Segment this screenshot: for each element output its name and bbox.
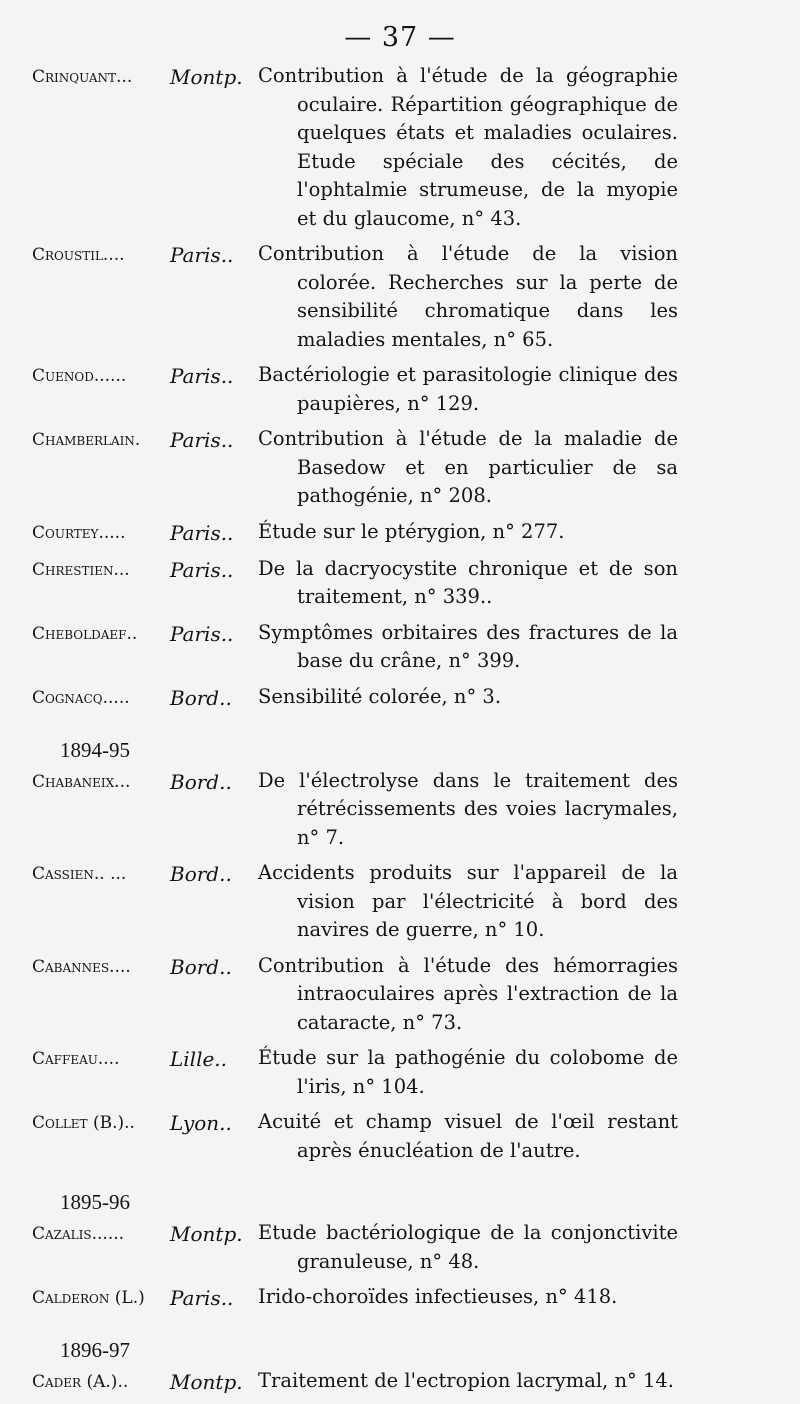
bibliography-entry bbox=[0, 555, 800, 612]
entry-city: Lyon.. bbox=[170, 1111, 232, 1135]
entry-city: Montp. bbox=[170, 1370, 243, 1394]
entry-title: De l'électrolyse dans le traitement des rétrécissements des voies lacrymales, n° 7. bbox=[258, 768, 678, 849]
entry-title: Bactériologie et parasitologie clinique des paupières, n° 129. bbox=[258, 363, 678, 415]
entry-author: Caffeau.... bbox=[32, 1049, 120, 1069]
section bbox=[0, 1335, 800, 1397]
year-heading: 1896-97 bbox=[60, 1338, 130, 1362]
entry-city: Paris.. bbox=[170, 520, 234, 545]
entry-author: Courtey..... bbox=[32, 522, 126, 543]
entry-author: Calderon (L.) bbox=[32, 1288, 145, 1308]
entry-author: Chrestien... bbox=[32, 559, 130, 580]
bibliography-entry bbox=[0, 952, 800, 1038]
entry-title: Irido-choroïdes infectieuses, n° 418. bbox=[258, 1285, 618, 1308]
entry-author: Cognacq..... bbox=[32, 687, 130, 708]
page-number: — 37 — bbox=[344, 22, 456, 53]
entry-title: Traitement de l'ectropion lacrymal, n° 14. bbox=[258, 1369, 674, 1392]
entry-city: Montp. bbox=[170, 65, 243, 89]
entry-city: Lille.. bbox=[170, 1047, 228, 1071]
bibliography-entry bbox=[0, 619, 800, 676]
bibliography-entry bbox=[0, 361, 800, 418]
entry-city: Paris.. bbox=[170, 1286, 234, 1310]
entry-title: Contribution à l'étude de la géographie oculaire. Répartition géographique de quelques états et maladies oculaires. Etude spéciale des cécités, de l'ophtalmie strumeuse, de la myopie et du glaucome, n° 43. bbox=[258, 64, 678, 230]
section bbox=[0, 62, 800, 713]
bibliography-entry bbox=[0, 1044, 800, 1101]
entry-title: Accidents produits sur l'appareil de la vision par l'électricité à bord des navires de guerre, n° 10. bbox=[258, 861, 678, 941]
bibliography-entry bbox=[0, 767, 800, 853]
bibliography-entry bbox=[0, 1219, 800, 1276]
entry-author: Cuenod...... bbox=[32, 366, 127, 386]
entry-author: Cazalis...... bbox=[32, 1224, 125, 1244]
entry-title: Sensibilité colorée, n° 3. bbox=[258, 684, 502, 708]
entry-title: Symptômes orbitaires des fractures de la base du crâne, n° 399. bbox=[258, 620, 678, 672]
entry-author: Cader (A.).. bbox=[32, 1372, 129, 1392]
entry-city: Bord.. bbox=[170, 769, 232, 794]
entry-city: Paris.. bbox=[170, 621, 234, 646]
entry-title: De la dacryocystite chronique et de son traitement, n° 339.. bbox=[258, 556, 678, 608]
entry-title: Étude sur la pathogénie du colobome de l'iris, n° 104. bbox=[258, 1046, 678, 1098]
bibliography-list bbox=[0, 62, 800, 1404]
bibliography-entry bbox=[0, 859, 800, 945]
entry-author: Collet (B.).. bbox=[32, 1113, 135, 1133]
year-heading: 1895-96 bbox=[60, 1190, 130, 1214]
section bbox=[0, 735, 800, 1166]
entry-title: Acuité et champ visuel de l'œil restant après énucléation de l'autre. bbox=[258, 1110, 678, 1162]
entry-city: Paris.. bbox=[170, 428, 234, 452]
entry-city: Paris.. bbox=[170, 243, 234, 267]
entry-author: Chamberlain. bbox=[32, 430, 141, 450]
entry-author: Cabannes.... bbox=[32, 956, 131, 977]
entry-title: Étude sur le ptérygion, n° 277. bbox=[258, 519, 565, 543]
entry-author: Chabaneix... bbox=[32, 771, 131, 792]
entry-author: Crinquant... bbox=[32, 67, 133, 87]
entry-title: Contribution à l'étude de la maladie de Basedow et en particulier de sa pathogénie, n° 208. bbox=[258, 427, 678, 507]
entry-city: Paris.. bbox=[170, 364, 234, 388]
entry-city: Bord.. bbox=[170, 685, 232, 710]
entry-author: Cassien.. ... bbox=[32, 864, 127, 884]
entry-author: Cheboldaef.. bbox=[32, 623, 138, 644]
entry-city: Montp. bbox=[170, 1222, 243, 1246]
section bbox=[0, 1187, 800, 1313]
bibliography-entry bbox=[0, 425, 800, 511]
bibliography-entry bbox=[0, 1367, 800, 1397]
entry-city: Bord.. bbox=[170, 954, 232, 979]
entry-title: Etude bactériologique de la conjonctivite granuleuse, n° 48. bbox=[258, 1221, 678, 1273]
bibliography-entry bbox=[0, 240, 800, 354]
year-heading: 1894-95 bbox=[60, 737, 130, 762]
entry-title: Contribution à l'étude de la vision colorée. Recherches sur la perte de sensibilité chromatique dans les maladies mentales, n° 65. bbox=[258, 242, 678, 351]
bibliography-entry bbox=[0, 683, 800, 713]
entry-title: Contribution à l'étude des hémorragies intraoculaires après l'extraction de la cataracte, n° 73. bbox=[258, 953, 678, 1034]
entry-city: Bord.. bbox=[170, 862, 232, 886]
bibliography-entry bbox=[0, 62, 800, 233]
bibliography-entry bbox=[0, 518, 800, 548]
bibliography-entry bbox=[0, 1283, 800, 1313]
entry-author: Croustil.... bbox=[32, 245, 125, 265]
entry-city: Paris.. bbox=[170, 557, 234, 582]
bibliography-entry bbox=[0, 1108, 800, 1165]
